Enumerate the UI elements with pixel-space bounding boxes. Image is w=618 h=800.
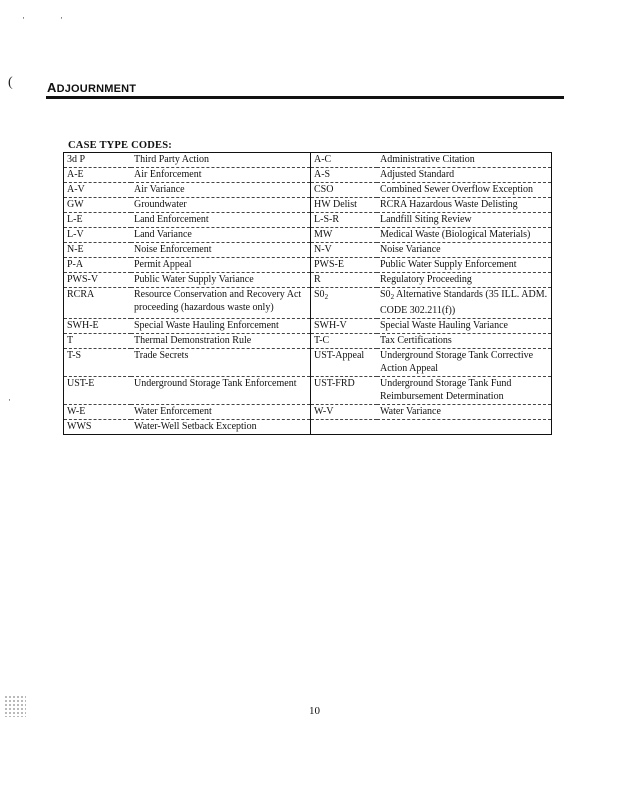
code-cell: GW xyxy=(64,198,132,213)
code-cell: T xyxy=(64,334,132,349)
description-subscript: 2 xyxy=(390,293,395,301)
code-cell: P-A xyxy=(64,258,132,273)
code-cell: L-S-R xyxy=(311,213,378,228)
code-cell: UST-E xyxy=(64,377,132,405)
case-type-codes-body xyxy=(64,153,552,435)
description-cell: Adjusted Standard xyxy=(377,168,552,183)
code-main: S0 xyxy=(314,289,325,300)
code-cell: L-V xyxy=(64,228,132,243)
code-cell: W-E xyxy=(64,405,132,420)
description-cell: Third Party Action xyxy=(134,154,209,165)
code-cell xyxy=(311,288,378,319)
description-cell: Regulatory Proceeding xyxy=(377,273,552,288)
description-cell xyxy=(377,420,552,435)
table-row xyxy=(64,153,552,168)
code-cell: PWS-V xyxy=(64,273,132,288)
description-cell: Tax Certifications xyxy=(377,334,552,349)
description-cell: Resource Conservation and Recovery Act proceeding (hazardous waste only) xyxy=(131,288,311,319)
section-heading-initial: A xyxy=(47,80,57,95)
table-row xyxy=(64,273,552,288)
section-heading-rest: DJOURNMENT xyxy=(56,83,137,95)
code-cell: WWS xyxy=(64,420,132,435)
code-cell: UST-FRD xyxy=(311,377,378,405)
code-cell: T-S xyxy=(64,349,132,377)
description-cell: Noise Variance xyxy=(377,243,552,258)
description-cell: Trade Secrets xyxy=(131,349,311,377)
description-cell: Underground Storage Tank Enforcement xyxy=(131,377,311,405)
code-cell: MW xyxy=(311,228,378,243)
table-row xyxy=(64,349,552,377)
code-cell: 3d P xyxy=(64,153,132,168)
table-row xyxy=(64,168,552,183)
description-cell: Groundwater xyxy=(131,198,311,213)
table-row xyxy=(64,243,552,258)
table-row xyxy=(64,198,552,213)
description-cell xyxy=(377,288,552,319)
code-cell: RCRA xyxy=(64,288,132,319)
code-subscript: 2 xyxy=(324,293,329,301)
description-cell: Landfill Siting Review xyxy=(377,213,552,228)
description-cell: Public Water Supply Variance xyxy=(131,273,311,288)
code-cell: UST-Appeal xyxy=(311,349,378,377)
scan-speck: · xyxy=(8,395,11,405)
table-row xyxy=(64,183,552,198)
description-main: S0 xyxy=(380,289,391,300)
code-cell: A-C xyxy=(311,153,378,168)
table-row xyxy=(64,319,552,334)
code-cell: A-V xyxy=(64,183,132,198)
code-cell: A-E xyxy=(64,168,132,183)
scan-stamp xyxy=(4,695,26,717)
scan-speck: · xyxy=(22,13,25,23)
scan-speck: · xyxy=(60,13,63,23)
code-cell xyxy=(311,420,378,435)
description-cell: Land Variance xyxy=(131,228,311,243)
code-cell: SWH-E xyxy=(64,319,132,334)
table-caption: CASE TYPE CODES: xyxy=(68,140,172,151)
table-row xyxy=(64,258,552,273)
description-cell: Air Enforcement xyxy=(131,168,311,183)
description-cell: Permit Appeal xyxy=(131,258,311,273)
code-cell: SWH-V xyxy=(311,319,378,334)
description-cell: Water Variance xyxy=(377,405,552,420)
section-heading xyxy=(47,80,136,95)
description-cell: Medical Waste (Biological Materials) xyxy=(377,228,552,243)
code-cell: A-S xyxy=(311,168,378,183)
table-row xyxy=(64,288,552,319)
description-cell: Combined Sewer Overflow Exception xyxy=(377,183,552,198)
code-cell: CSO xyxy=(311,183,378,198)
description-cell: Water Enforcement xyxy=(131,405,311,420)
code-cell: T-C xyxy=(311,334,378,349)
description-cell: Underground Storage Tank Fund Reimbursement Determination xyxy=(377,377,552,405)
page-number: 10 xyxy=(309,705,320,717)
table-row xyxy=(64,377,552,405)
table-row xyxy=(64,228,552,243)
description-cell: Land Enforcement xyxy=(131,213,311,228)
code-cell: PWS-E xyxy=(311,258,378,273)
description-cell: Noise Enforcement xyxy=(131,243,311,258)
code-cell: HW Delist xyxy=(311,198,378,213)
description-cell: Thermal Demonstration Rule xyxy=(131,334,311,349)
scan-mark: ( xyxy=(8,75,13,90)
description-cell: Public Water Supply Enforcement xyxy=(377,258,552,273)
description-rest: Alternative Standards (35 ILL. ADM. CODE 302.211(f)) xyxy=(380,289,548,316)
description-cell: Underground Storage Tank Corrective Action Appeal xyxy=(377,349,552,377)
table-row xyxy=(64,213,552,228)
heading-rule xyxy=(46,96,564,99)
description-cell: Special Waste Hauling Variance xyxy=(377,319,552,334)
description-cell: Air Variance xyxy=(131,183,311,198)
description-cell: Water-Well Setback Exception xyxy=(131,420,311,435)
table-row xyxy=(64,334,552,349)
description-cell: RCRA Hazardous Waste Delisting xyxy=(377,198,552,213)
code-cell: R xyxy=(311,273,378,288)
case-type-codes-table xyxy=(63,152,552,435)
description-cell: Administrative Citation xyxy=(380,154,475,165)
code-cell: W-V xyxy=(311,405,378,420)
code-cell: N-E xyxy=(64,243,132,258)
description-cell: Special Waste Hauling Enforcement xyxy=(131,319,311,334)
code-cell: N-V xyxy=(311,243,378,258)
table-row xyxy=(64,405,552,420)
table-row xyxy=(64,420,552,435)
code-cell: L-E xyxy=(64,213,132,228)
